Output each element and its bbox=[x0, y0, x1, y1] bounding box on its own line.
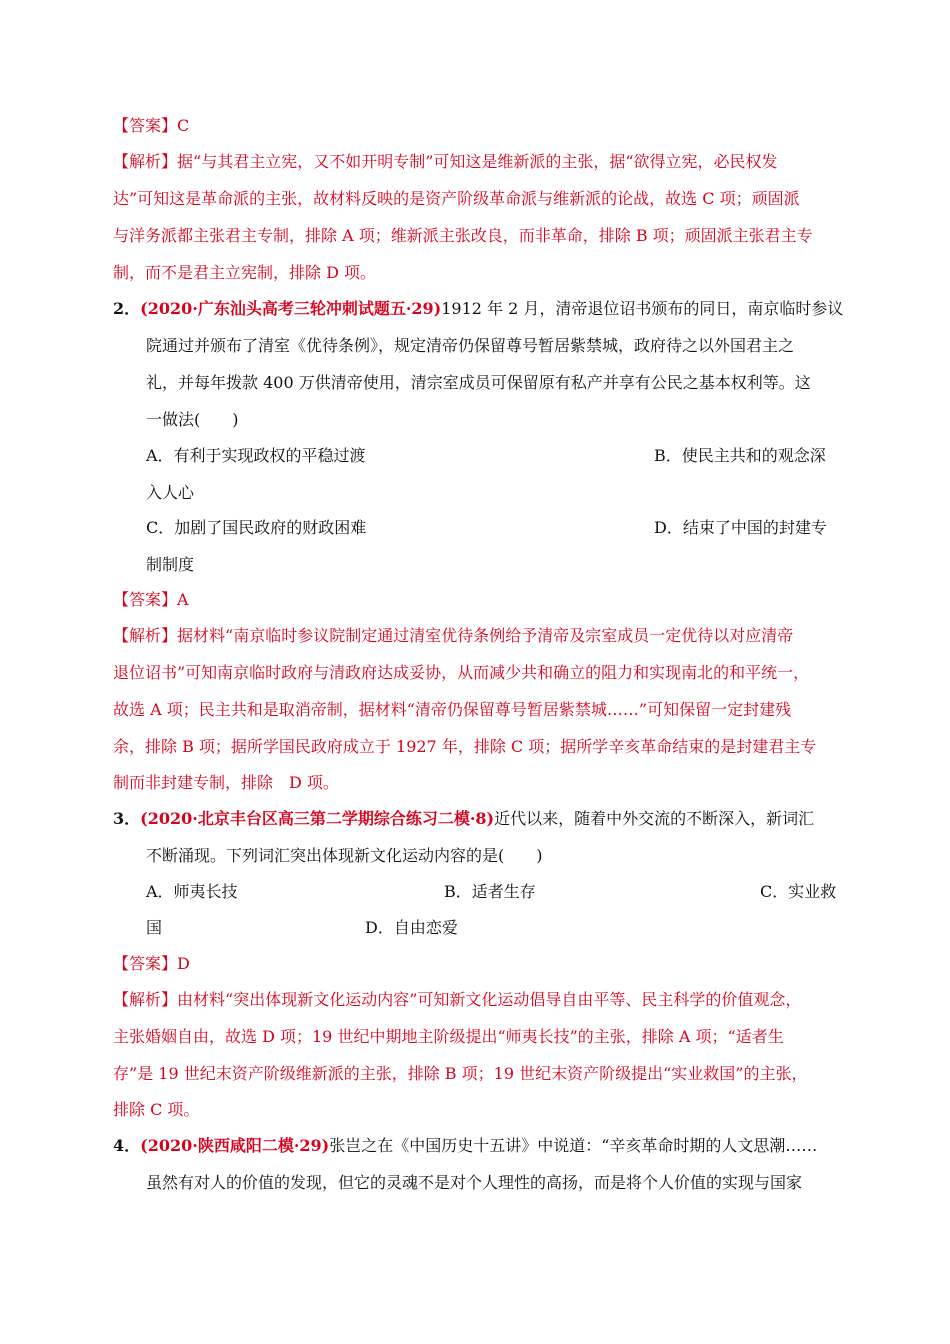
q2-option-b-cont: 入人心 bbox=[146, 483, 195, 502]
q3-analysis-line-3: 存”是 19 世纪末资产阶级维新派的主张，排除 B 项；19 世纪末资产阶级提出“实业救国”的主张， bbox=[113, 1064, 808, 1083]
answer-value: D bbox=[177, 954, 190, 973]
q2-analysis-line-3: 故选 A 项；民主共和是取消帝制，据材料“清帝仍保留尊号暂居紫禁城……”可知保留一定封建残 bbox=[113, 700, 792, 719]
q3-option-d: D．自由恋爱 bbox=[365, 918, 458, 937]
q3-option-a: A．师夷长技 bbox=[146, 882, 238, 901]
q1-answer bbox=[113, 116, 189, 136]
question-number: 4． bbox=[113, 1136, 141, 1155]
q2-option-b: B．使民主共和的观念深 bbox=[654, 446, 826, 465]
analysis-label: 【解析】 bbox=[113, 152, 178, 171]
q1-analysis-line-3: 与洋务派都主张君主专制，排除 A 项；维新派主张改良，而非革命，排除 B 项；顽固派主张君主专 bbox=[113, 226, 813, 245]
q3-option-b: B．适者生存 bbox=[444, 882, 536, 901]
q1-analysis-line-4: 制，而不是君主立宪制，排除 D 项。 bbox=[113, 263, 377, 282]
q3-analysis-line-2: 主张婚姻自由，故选 D 项；19 世纪中期地主阶级提出“师夷长技”的主张，排除 A 项；“适者生 bbox=[113, 1027, 784, 1046]
analysis-label: 【解析】 bbox=[113, 990, 178, 1009]
q2-stem-line-4: 一做法( ) bbox=[146, 410, 239, 429]
answer-value: C bbox=[177, 116, 190, 135]
q1-analysis-line-1: 【解析】据“与其君主立宪，又不如开明专制”可知这是维新派的主张，据“欲得立宪，必民权发 bbox=[113, 152, 778, 171]
q3-stem-line-2: 不断涌现。下列词汇突出体现新文化运动内容的是( ) bbox=[146, 846, 543, 865]
q2-option-d-cont: 制制度 bbox=[146, 555, 195, 574]
answer-label: 【答案】 bbox=[113, 590, 178, 609]
q2-stem-line-3: 礼，并每年拨款 400 万供清帝使用，清宗室成员可保留原有私产并享有公民之基本权利等。这 bbox=[146, 373, 811, 392]
answer-label: 【答案】 bbox=[113, 116, 178, 135]
q2-analysis-line-2: 退位诏书”可知南京临时政府与清政府达成妥协，从而减少共和确立的阻力和实现南北的和平统一， bbox=[113, 663, 810, 682]
q2-option-d: D．结束了中国的封建专 bbox=[654, 518, 827, 537]
q1-analysis-line-2: 达”可知这是革命派的主张，故材料反映的是资产阶级革命派与维新派的论战，故选 C 项；顽固派 bbox=[113, 189, 800, 208]
answer-label: 【答案】 bbox=[113, 954, 178, 973]
question-source: (2020·北京丰台区高三第二学期综合练习二模·8) bbox=[140, 809, 495, 828]
q4-stem-line-2: 虽然有对人的价值的发现，但它的灵魂不是对个人理性的高扬，而是将个人价值的实现与国家 bbox=[146, 1173, 803, 1192]
q2-stem-line-1: 2．(2020·广东汕头高考三轮冲刺试题五·29)1912 年 2 月，清帝退位诏书颁布的同日，南京临时参议 bbox=[113, 299, 844, 318]
q3-analysis-line-4: 排除 C 项。 bbox=[113, 1100, 200, 1119]
question-source: (2020·陕西咸阳二模·29) bbox=[140, 1136, 330, 1155]
q3-stem-line-1: 3．(2020·北京丰台区高三第二学期综合练习二模·8)近代以来，随着中外交流的不断深入，新词汇 bbox=[113, 809, 815, 828]
q4-stem-line-1: 4．(2020·陕西咸阳二模·29)张岂之在《中国历史十五讲》中说道：“辛亥革命时期的人文思潮…… bbox=[113, 1136, 818, 1155]
question-source: (2020·广东汕头高考三轮冲刺试题五·29) bbox=[140, 299, 442, 318]
analysis-label: 【解析】 bbox=[113, 626, 178, 645]
q2-analysis-line-4: 余，排除 B 项；据所学国民政府成立于 1927 年，排除 C 项；据所学辛亥革命结束的是封建君主专 bbox=[113, 737, 817, 756]
answer-value: A bbox=[177, 590, 189, 609]
question-number: 3． bbox=[113, 809, 141, 828]
q3-option-c: C．实业救 bbox=[760, 882, 837, 901]
q3-analysis-line-1: 【解析】由材料“突出体现新文化运动内容”可知新文化运动倡导自由平等、民主科学的价值观念， bbox=[113, 990, 802, 1009]
q3-answer bbox=[113, 954, 190, 974]
q2-option-c: C．加剧了国民政府的财政困难 bbox=[146, 518, 367, 537]
q2-answer bbox=[113, 590, 189, 610]
q2-analysis-line-5: 制而非封建专制，排除 D 项。 bbox=[113, 773, 339, 792]
q2-option-a: A．有利于实现政权的平稳过渡 bbox=[146, 446, 366, 465]
q3-option-c-cont: 国 bbox=[146, 918, 163, 937]
q2-stem-line-2: 院通过并颁布了清室《优待条例》，规定清帝仍保留尊号暂居紫禁城，政府待之以外国君主之 bbox=[146, 336, 795, 355]
question-number: 2． bbox=[113, 299, 141, 318]
q2-analysis-line-1: 【解析】据材料“南京临时参议院制定通过清室优待条例给予清帝及宗室成员一定优待以对应清帝 bbox=[113, 626, 794, 645]
